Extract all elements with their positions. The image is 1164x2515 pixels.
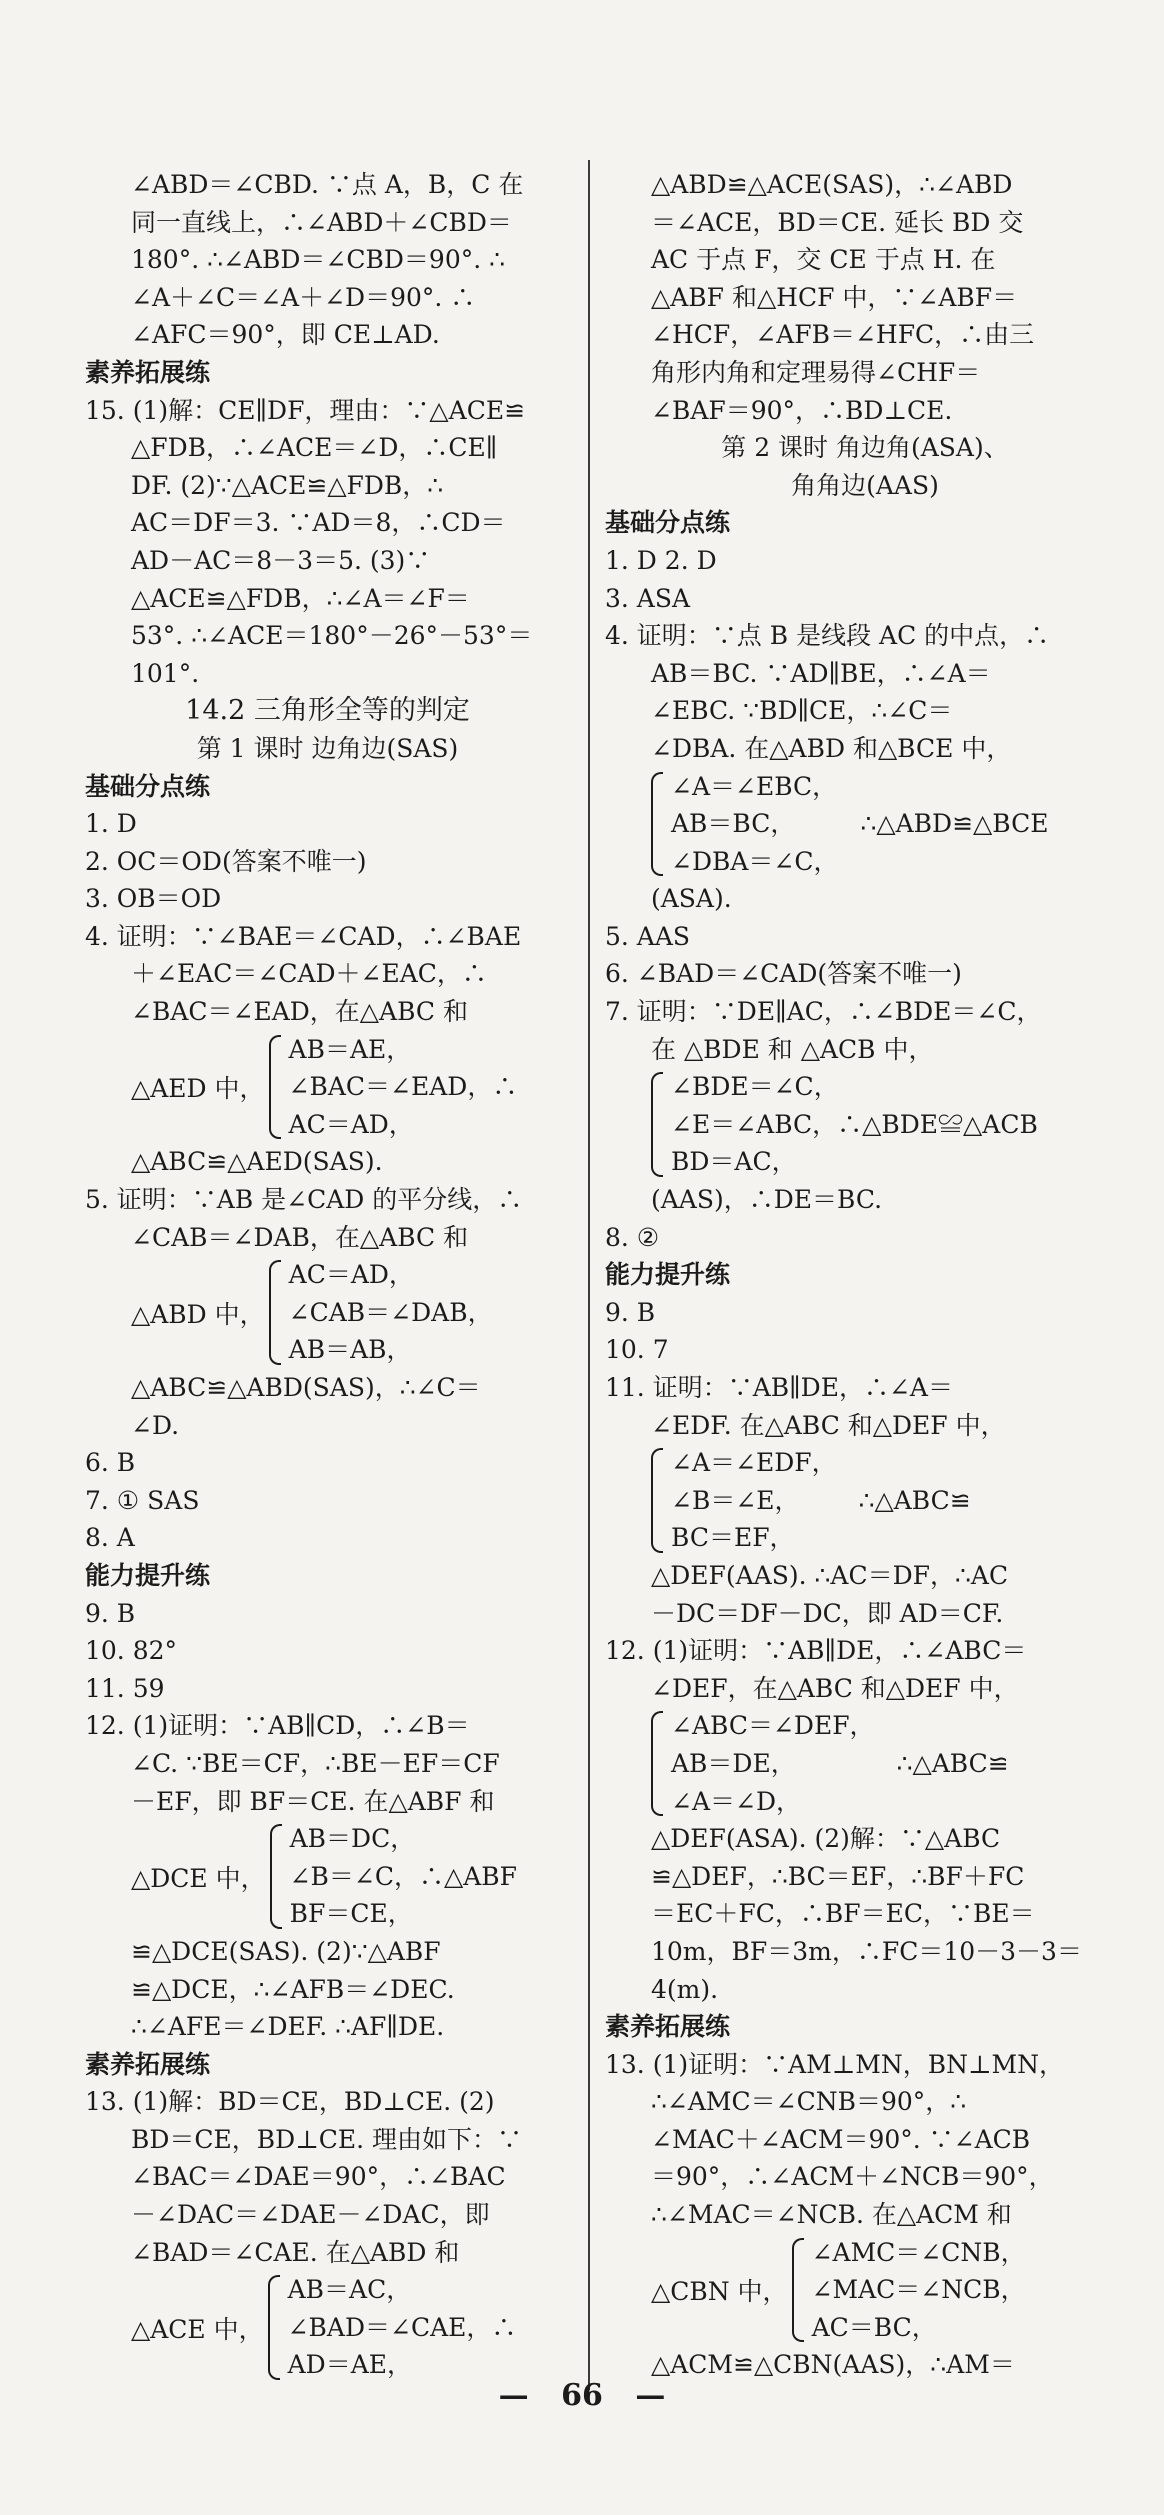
answer-line: 4. 证明：∵∠BAE＝∠CAD，∴∠BAE — [85, 921, 522, 951]
equation-system — [605, 1707, 1125, 1820]
answer-line: ∴∠MAC＝∠NCB. 在△ACM 和 — [651, 2200, 1012, 2230]
answer-line: 6. B — [85, 1448, 136, 1478]
text-line: ∠BAF＝90°，∴BD⊥CE. — [651, 395, 953, 425]
answer-line: ∠EBC. ∵BD∥CE，∴∠C＝ — [651, 696, 953, 726]
text-line: AC 于点 F，交 CE 于点 H. 在 — [651, 245, 996, 275]
system-conclusion: ∴△ABC≌ — [896, 1749, 1009, 1779]
answer-line: AC＝DF＝3. ∵AD＝8，∴CD＝ — [131, 508, 506, 538]
section-heading: 素养拓展练 — [605, 2012, 731, 2042]
answer-line: 在 △BDE 和 △ACB 中， — [651, 1034, 934, 1064]
system-row: ∠AMC＝∠CNB， — [811, 2237, 1026, 2267]
lesson-heading: 第 2 课时 角边角(ASA)、 — [721, 433, 1009, 463]
section-heading: 基础分点练 — [85, 771, 211, 801]
system-prefix: △ABD 中， — [131, 1299, 265, 1329]
system-row: ∠A＝∠EBC， — [671, 771, 838, 801]
system-row: BD＝AC， — [671, 1147, 797, 1177]
system-row: ∠E＝∠ABC，∴△BDE≌△ACB — [671, 1109, 1038, 1139]
answer-line: (ASA). — [651, 884, 732, 914]
answer-line: 3. OB＝OD — [85, 884, 222, 914]
answer-line: 3. ASA — [605, 583, 691, 613]
system-row: AB＝AB， — [288, 1335, 412, 1365]
answer-line: ≌△DEF，∴BC＝EF，∴BF＋FC — [651, 1861, 1025, 1891]
equation-system — [605, 1068, 1125, 1181]
answer-line: △ABC≌△AED(SAS). — [131, 1147, 383, 1177]
section-heading: 素养拓展练 — [85, 2049, 211, 2079]
answer-line: 1. D 2. D — [605, 545, 717, 575]
answer-line: 5. 证明：∵AB 是∠CAD 的平分线，∴ — [85, 1185, 523, 1215]
answer-line: 12. (1)证明：∵AB∥DE，∴∠ABC＝ — [605, 1636, 1027, 1666]
text-line: △ABD≌△ACE(SAS)，∴∠ABD — [651, 170, 1013, 199]
system-row: AB＝AE， — [288, 1034, 412, 1064]
answer-line: △DEF(AAS). ∴AC＝DF，∴AC — [651, 1560, 1009, 1590]
right-column — [605, 166, 1125, 2384]
equation-system — [605, 2234, 1125, 2347]
answer-line: 13. (1)解：BD＝CE，BD⊥CE. (2) — [85, 2087, 495, 2117]
section-heading: 基础分点练 — [605, 508, 731, 538]
answer-line: 10. 7 — [605, 1335, 669, 1365]
answer-line: 9. B — [605, 1297, 656, 1327]
system-row: AD＝AE， — [287, 2350, 413, 2380]
system-row: ∠ABC＝∠DEF， — [671, 1711, 875, 1741]
left-column — [85, 166, 570, 2384]
answer-line: ∠DEF，在△ABC 和△DEF 中， — [651, 1673, 1019, 1703]
system-row: ∠B＝∠E， — [671, 1485, 800, 1515]
section-heading: 能力提升练 — [85, 1560, 211, 1590]
answer-line: 4. 证明：∵点 B 是线段 AC 的中点，∴ — [605, 621, 1050, 651]
answer-line: ∠BAD＝∠CAE. 在△ABD 和 — [131, 2237, 460, 2267]
system-row: ∠CAB＝∠DAB， — [288, 1297, 493, 1327]
answer-line: 5. AAS — [605, 921, 691, 951]
answer-line: ＝EC＋FC，∴BF＝EC，∵BE＝ — [651, 1899, 1035, 1929]
answer-line: －DC＝DF－DC，即 AD＝CF. — [651, 1598, 1004, 1628]
equation-system — [605, 1444, 1125, 1557]
answer-line: DF. (2)∵△ACE≌△FDB，∴ — [131, 470, 444, 500]
system-prefix: △DCE 中， — [131, 1863, 266, 1893]
system-conclusion: ∴△ABD≌△BCE — [860, 809, 1049, 839]
equation-system — [605, 768, 1125, 881]
system-conclusion: ∴△ABC≌ — [858, 1486, 971, 1516]
system-row: ∠DBA＝∠C， — [671, 846, 839, 876]
system-prefix: △ACE 中， — [131, 2314, 264, 2344]
answer-line: △ACM≌△CBN(AAS)，∴AM＝ — [651, 2350, 1015, 2380]
text-line: ∠ABD＝∠CBD. ∵点 A，B，C 在 — [131, 170, 524, 199]
system-prefix: △CBN 中， — [651, 2277, 788, 2307]
answer-line: (AAS)，∴DE＝BC. — [651, 1185, 883, 1215]
footer-dash: — — [498, 2378, 529, 2413]
answer-line: 7. ① SAS — [85, 1485, 200, 1515]
answer-line: ∠CAB＝∠DAB，在△ABC 和 — [131, 1222, 469, 1252]
answer-line: 4(m). — [651, 1974, 719, 2004]
answer-line: △DEF(ASA). (2)解：∵△ABC — [651, 1824, 1001, 1854]
system-row: ∠BDE＝∠C， — [671, 1072, 839, 1102]
answer-line: 6. ∠BAD＝∠CAD(答案不唯一) — [605, 959, 962, 989]
answer-line: 8. A — [85, 1523, 135, 1553]
text-line: ＝∠ACE，BD＝CE. 延长 BD 交 — [651, 207, 1024, 237]
answer-line: ∠C. ∵BE＝CF，∴BE－EF＝CF — [131, 1748, 500, 1778]
brace-icon — [269, 1260, 281, 1365]
answer-line: BD＝CE，BD⊥CE. 理由如下：∵ — [131, 2124, 522, 2154]
system-prefix: △AED 中， — [131, 1074, 265, 1104]
answer-line: －EF，即 BF＝CE. 在△ABF 和 — [131, 1786, 495, 1816]
system-row: ∠B＝∠C，∴△ABF — [289, 1861, 518, 1891]
answer-line: AB＝BC. ∵AD∥BE，∴∠A＝ — [651, 658, 991, 688]
system-row: ∠A＝∠D， — [671, 1786, 801, 1816]
answer-line: ∠BAC＝∠EAD，在△ABC 和 — [131, 997, 468, 1027]
answer-line: 15. (1)解：CE∥DF，理由：∵△ACE≌ — [85, 395, 526, 425]
section-heading: 能力提升练 — [605, 1260, 731, 1290]
answer-line: 11. 59 — [85, 1673, 165, 1703]
answer-line: ＝90°，∴∠ACM＋∠NCB＝90°， — [651, 2162, 1054, 2192]
answer-line: AD－AC＝8－3＝5. (3)∵ — [131, 545, 431, 575]
equation-system — [85, 2271, 570, 2384]
answer-line: △FDB，∴∠ACE＝∠D，∴CE∥ — [131, 433, 498, 463]
brace-icon — [651, 1711, 663, 1816]
brace-icon — [651, 772, 663, 877]
answer-line: 101°. — [131, 658, 200, 688]
section-heading: 素养拓展练 — [85, 357, 211, 387]
answer-line: ∠MAC＋∠ACM＝90°. ∵∠ACB — [651, 2124, 1031, 2154]
answer-line: △ACE≌△FDB，∴∠A＝∠F＝ — [131, 583, 470, 613]
brace-icon — [651, 1448, 663, 1553]
answer-line: ≌△DCE，∴∠AFB＝∠DEC. — [131, 1974, 455, 2004]
brace-icon — [268, 2275, 280, 2380]
equation-system — [85, 1256, 570, 1369]
system-row: AB＝DC， — [289, 1824, 416, 1854]
answer-line: ∠DBA. 在△ABD 和△BCE 中， — [651, 733, 1012, 763]
text-line: △ABF 和△HCF 中，∵∠ABF＝ — [651, 282, 1018, 312]
answer-line: ∠D. — [131, 1410, 180, 1440]
text-line: 同一直线上，∴∠ABD＋∠CBD＝ — [131, 207, 512, 237]
answer-line: 8. ② — [605, 1222, 660, 1252]
answer-line: 12. (1)证明：∵AB∥CD，∴∠B＝ — [85, 1711, 470, 1741]
answer-line: －∠DAC＝∠DAE－∠DAC，即 — [131, 2200, 490, 2230]
text-line: ∠A＋∠C＝∠A＋∠D＝90°. ∴ — [131, 282, 476, 312]
answer-line: 1. D — [85, 809, 137, 839]
equation-system — [85, 1031, 570, 1144]
system-row: AB＝DE， — [671, 1748, 796, 1778]
text-line: 角形内角和定理易得∠CHF＝ — [651, 357, 981, 387]
lesson-heading: 第 1 课时 边角边(SAS) — [196, 733, 459, 763]
answer-line: ∠BAC＝∠DAE＝90°，∴∠BAC — [131, 2162, 506, 2192]
text-line: ∠HCF，∠AFB＝∠HFC，∴由三 — [651, 320, 1035, 350]
column-divider — [588, 160, 590, 2390]
system-row: AC＝AD， — [288, 1109, 414, 1139]
system-row: BF＝CE， — [289, 1899, 413, 1929]
system-row: AB＝AC， — [287, 2275, 412, 2305]
system-row: AC＝BC， — [811, 2312, 937, 2342]
chapter-heading: 14.2 三角形全等的判定 — [185, 695, 470, 727]
system-row: AB＝BC， — [671, 809, 796, 839]
text-line: ∠AFC＝90°，即 CE⊥AD. — [131, 320, 440, 350]
text-line: 180°. ∴∠ABD＝∠CBD＝90°. ∴ — [131, 245, 506, 275]
answer-line: 2. OC＝OD(答案不唯一) — [85, 846, 367, 876]
brace-icon — [651, 1072, 663, 1177]
equation-system — [85, 1820, 570, 1933]
system-row: ∠MAC＝∠NCB， — [811, 2275, 1026, 2305]
answer-line: 10. 82° — [85, 1636, 178, 1666]
system-row: ∠BAD＝∠CAE，∴ — [287, 2312, 517, 2342]
footer-dash: — — [635, 2378, 666, 2413]
page-footer — [0, 2378, 1164, 2413]
answer-line: 9. B — [85, 1598, 136, 1628]
answer-line: ∴∠AMC＝∠CNB＝90°，∴ — [651, 2087, 967, 2117]
brace-icon — [270, 1824, 282, 1929]
answer-line: ∴∠AFE＝∠DEF. ∴AF∥DE. — [131, 2012, 445, 2042]
answer-line: 11. 证明：∵AB∥DE，∴∠A＝ — [605, 1373, 953, 1402]
answer-line: ＋∠EAC＝∠CAD＋∠EAC，∴ — [131, 959, 487, 989]
answer-line: △ABC≌△ABD(SAS)，∴∠C＝ — [131, 1373, 481, 1402]
system-row: BC＝EF， — [671, 1523, 795, 1553]
brace-icon — [792, 2238, 804, 2343]
page-number: 66 — [561, 2378, 603, 2413]
answer-line: 10m，BF＝3m，∴FC＝10－3－3＝ — [651, 1936, 1082, 1966]
system-row: ∠A＝∠EDF， — [671, 1448, 837, 1478]
answer-line: 7. 证明：∵DE∥AC，∴∠BDE＝∠C， — [605, 997, 1042, 1027]
answer-line: 13. (1)证明：∵AM⊥MN，BN⊥MN， — [605, 2049, 1064, 2079]
brace-icon — [269, 1035, 281, 1140]
answer-line: ≌△DCE(SAS). (2)∵△ABF — [131, 1936, 441, 1966]
lesson-heading: 角角边(AAS) — [791, 470, 939, 500]
system-row: AC＝AD， — [288, 1260, 414, 1290]
answer-line: 53°. ∴∠ACE＝180°－26°－53°＝ — [131, 621, 533, 651]
system-row: ∠BAC＝∠EAD，∴ — [288, 1072, 518, 1102]
answer-line: ∠EDF. 在△ABC 和△DEF 中， — [651, 1410, 1006, 1440]
